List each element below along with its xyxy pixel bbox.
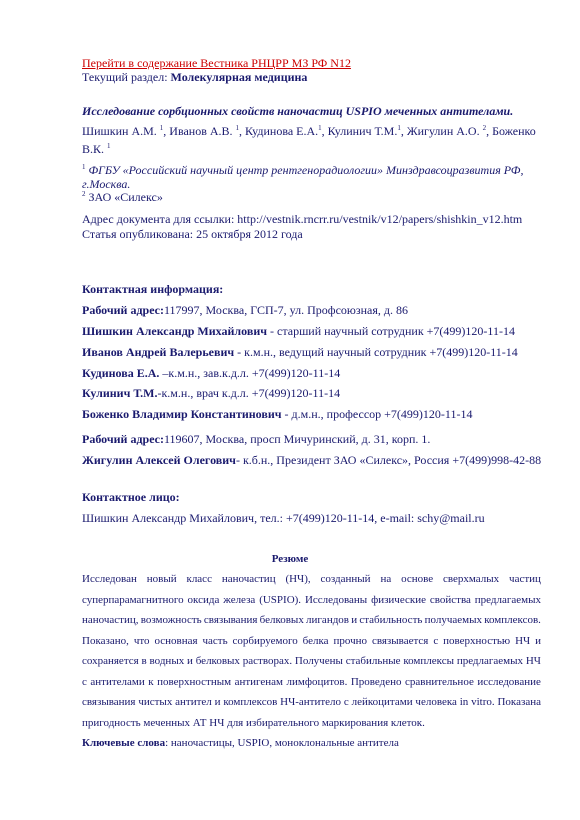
- abstract-word: возможность: [140, 614, 202, 626]
- abstract-word: железа: [223, 593, 256, 606]
- contact-person: [82, 386, 340, 401]
- person-details: - к.б.н., Президент ЗАО «Силекс», Россия +7(499)998-42-88: [235, 453, 542, 467]
- abstract-word: созданный: [320, 573, 371, 585]
- author-sup: 1: [397, 124, 401, 132]
- abstract-word: антигенам: [234, 675, 284, 688]
- abstract-word: сравнительное: [405, 675, 474, 688]
- abstract-line: [82, 590, 541, 611]
- author-sup: 1: [107, 142, 111, 150]
- abstract-word: свойства: [429, 593, 471, 606]
- author-sup: 1: [159, 124, 164, 132]
- abstract-word: и: [187, 655, 193, 667]
- abstract-word: с: [343, 696, 349, 708]
- authors-line-1: [82, 124, 536, 139]
- abstract-word: лигандов: [306, 614, 349, 626]
- abstract-word: на: [380, 573, 392, 585]
- section-value: Молекулярная медицина: [170, 70, 308, 84]
- abstract-word: и: [535, 634, 541, 647]
- author: Шишкин А.М.: [82, 124, 160, 138]
- abstract-word: Показано,: [82, 634, 129, 647]
- abstract-word: прочно: [333, 634, 367, 647]
- abstract-line: [82, 610, 541, 631]
- abstract-word: сохраняется: [82, 655, 139, 667]
- abstract-word: НЧ: [515, 634, 531, 647]
- person-name: Боженко Владимир Константинович: [82, 407, 282, 421]
- abstract-title: Резюме: [271, 553, 309, 565]
- document-address: Адрес документа для ссылки: http://vestnik.rncrr.ru/vestnik/v12/papers/shishkin_v12.htm: [82, 212, 523, 226]
- author: В.К.: [82, 142, 108, 156]
- abstract-word: предлагаемых: [474, 593, 541, 606]
- abstract-word: поверхностью: [443, 634, 511, 647]
- author-sup: 1: [318, 124, 322, 132]
- abstract-word: наночастиц: [221, 573, 276, 585]
- abstract-word: водных: [149, 655, 185, 667]
- abstract-word: (USPIO).: [259, 593, 302, 606]
- abstract-word: исследование: [477, 675, 541, 688]
- abstract-line: [82, 692, 541, 713]
- contents-link[interactable]: Перейти в содержание Вестника РНЦРР МЗ РФ N12: [82, 56, 351, 70]
- abstract-word: и: [351, 614, 358, 626]
- person-details: -к.м.н., врач к.д.л. +7(499)120-11-14: [157, 386, 341, 400]
- abstract-word: стабильность: [359, 614, 423, 626]
- abstract-word: часть: [202, 634, 228, 647]
- abstract-word: к: [148, 675, 154, 688]
- work-address-1: [82, 303, 408, 318]
- abstract-word: комплексов.: [484, 614, 541, 626]
- author: , Кулинич Т.М.: [321, 124, 398, 138]
- abstract-word: в: [141, 655, 147, 667]
- person-details: –к.м.н., зав.к.д.л. +7(499)120-11-14: [159, 366, 341, 380]
- abstract-word: Получены: [294, 655, 343, 667]
- author: , Кудинова Е.А.: [239, 124, 319, 138]
- abstract-word: частиц: [509, 573, 541, 585]
- keywords-line: [82, 733, 541, 754]
- abstract-word: стабильные: [345, 655, 401, 667]
- affiliation-sup: 2: [82, 190, 86, 198]
- abstract-word: получаемых: [424, 614, 482, 626]
- abstract-word: суперпарамагнитного: [82, 593, 184, 606]
- abstract-word: комплексы: [403, 655, 454, 667]
- contacts-heading: Контактная информация:: [82, 282, 224, 296]
- abstract-word: связывается: [371, 634, 429, 647]
- contact-person: [82, 324, 515, 339]
- article-title: Исследование сорбционных свойств наночастиц USPIO меченных антителами.: [82, 104, 514, 118]
- abstract-word: комплексов: [223, 696, 278, 708]
- work-address-value: 117997, Москва, ГСП-7, ул. Профсоюзная, д. 86: [164, 303, 408, 317]
- abstract-word: класс: [186, 573, 212, 585]
- person-name: Шишкин Александр Михайлович: [82, 324, 268, 338]
- author: , Боженко: [486, 124, 536, 138]
- author: , Жигулин А.О.: [400, 124, 483, 138]
- work-address-value: 119607, Москва, просп Мичуринский, д. 31, корп. 1.: [164, 432, 431, 446]
- abstract-word: белковых: [195, 655, 240, 667]
- abstract-word: антител: [175, 696, 212, 708]
- abstract-word: (НЧ),: [285, 573, 311, 585]
- abstract-word: с: [433, 634, 439, 647]
- authors-line-2: [82, 142, 111, 157]
- current-section: [82, 70, 307, 85]
- abstract-word: основе: [401, 573, 434, 585]
- affiliation-text: ФГБУ «Российский научный центр рентгенорадиологии» Минздравсоцразвития РФ,: [85, 163, 524, 177]
- abstract-word: сорбируемого: [232, 634, 298, 647]
- affiliation-2: [82, 190, 163, 205]
- abstract-line: [82, 631, 541, 652]
- abstract-word: in: [459, 696, 469, 708]
- abstract-word: Исследован: [82, 573, 137, 585]
- work-address-label: Рабочий адрес:: [82, 432, 164, 446]
- person-name: Иванов Андрей Валерьевич: [82, 345, 235, 359]
- abstract-word: основная: [154, 634, 198, 647]
- abstract-word: наночастиц,: [82, 614, 139, 626]
- contact-person: [82, 407, 472, 422]
- abstract-word: чистых: [138, 696, 173, 708]
- affiliation-text: ЗАО «Силекс»: [85, 190, 163, 204]
- abstract-body: [82, 569, 541, 754]
- contact-person: [82, 453, 541, 468]
- abstract-word: физические: [371, 593, 426, 606]
- contact-person-line: Шишкин Александр Михайлович, тел.: +7(499)120-11-14, e-mail: schy@mail.ru: [82, 511, 485, 525]
- abstract-line: [82, 672, 541, 693]
- abstract-word: лейкоцитами: [351, 696, 413, 708]
- published-date: Статья опубликована: 25 октября 2012 года: [82, 227, 303, 241]
- work-address-2: [82, 432, 430, 447]
- author: , Иванов А.В.: [163, 124, 236, 138]
- abstract-word: белка: [302, 634, 329, 647]
- abstract-word: сверхмалых: [443, 573, 500, 585]
- abstract-word: связывания: [203, 614, 258, 626]
- abstract-word: растворах.: [242, 655, 293, 667]
- person-name: Жигулин Алексей Олегович: [82, 453, 236, 467]
- keywords-value: : наночастицы, USPIO, моноклональные антитела: [165, 737, 399, 749]
- abstract-last-line: пригодность меченных АТ НЧ для избирательного маркирования клеток.: [82, 716, 425, 729]
- contact-person: [82, 345, 518, 360]
- person-details: - к.м.н., ведущий научный сотрудник +7(499)120-11-14: [234, 345, 518, 359]
- abstract-word: человека: [415, 696, 457, 708]
- author-sup: 1: [235, 124, 240, 132]
- header-links: [82, 56, 351, 71]
- abstract-word: что: [133, 634, 150, 647]
- section-label: Текущий раздел:: [82, 70, 171, 84]
- abstract-line: [82, 651, 541, 672]
- abstract-word: антителами: [90, 675, 145, 688]
- abstract-word: связывания: [82, 696, 136, 708]
- person-name: Кудинова Е.А.: [82, 366, 160, 380]
- abstract-word: с: [82, 675, 87, 688]
- abstract-word: НЧ: [525, 655, 541, 667]
- author-sup: 2: [482, 124, 487, 132]
- affiliation-sup: 1: [82, 163, 86, 171]
- abstract-word: новый: [146, 573, 177, 585]
- affiliation-1: [82, 163, 523, 178]
- abstract-word: поверхностным: [157, 675, 232, 688]
- person-details: - д.м.н., профессор +7(499)120-11-14: [281, 407, 473, 421]
- abstract-word: белковых: [259, 614, 304, 626]
- abstract-word: НЧ-антитело: [280, 696, 342, 708]
- abstract-line: [82, 569, 541, 590]
- contact-person: [82, 366, 340, 381]
- abstract-word: Показана: [497, 696, 541, 708]
- abstract-word: vitro.: [471, 696, 495, 708]
- work-address-label: Рабочий адрес:: [82, 303, 164, 317]
- person-details: - старший научный сотрудник +7(499)120-11-14: [267, 324, 515, 338]
- abstract-word: оксида: [187, 593, 220, 606]
- affiliation-city: г.Москва.: [82, 177, 131, 191]
- abstract-word: предлагаемых: [456, 655, 524, 667]
- contact-person-heading: Контактное лицо:: [82, 490, 180, 504]
- abstract-word: Проведено: [350, 675, 402, 688]
- person-name: Кулинич Т.М.: [82, 386, 158, 400]
- abstract-word: и: [214, 696, 221, 708]
- abstract-word: Исследованы: [304, 593, 368, 606]
- keywords-label: Ключевые слова: [82, 737, 166, 749]
- abstract-word: лимфоцитов.: [286, 675, 348, 688]
